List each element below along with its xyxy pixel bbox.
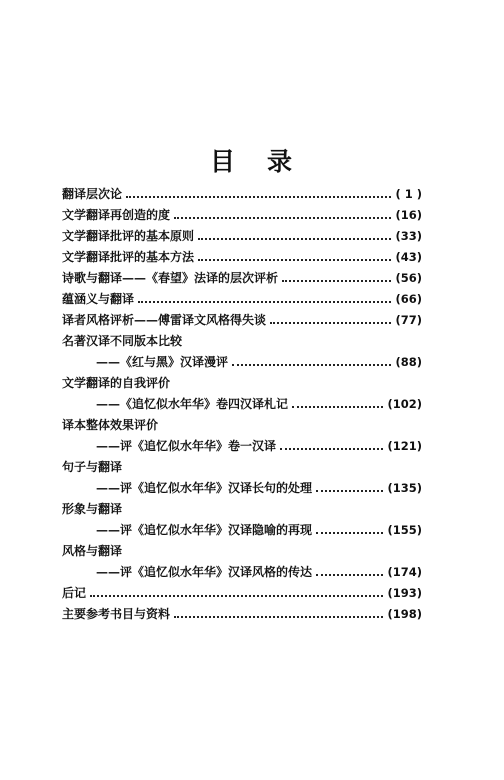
dot-leader xyxy=(90,594,383,597)
toc-entry-title: 名著汉译不同版本比较 xyxy=(62,334,183,348)
toc-entry xyxy=(62,579,422,600)
toc-entry-title: 文学翻译的自我评价 xyxy=(62,376,171,390)
toc-entry-title: 蕴涵义与翻译 xyxy=(62,292,135,306)
dot-leader xyxy=(282,279,391,282)
toc-page-number: (43) xyxy=(395,250,422,264)
toc-entry-title: 形象与翻译 xyxy=(62,502,123,516)
toc-subentry xyxy=(62,348,422,369)
dot-leader xyxy=(174,216,391,219)
dot-leader xyxy=(138,300,391,303)
toc-entry-title: 句子与翻译 xyxy=(62,460,123,474)
dot-leader xyxy=(316,573,383,576)
toc-entry xyxy=(62,180,422,201)
table-of-contents xyxy=(62,180,422,621)
toc-page-number: (66) xyxy=(395,292,422,306)
dot-leader xyxy=(292,405,383,408)
title-char-left: 目 xyxy=(209,147,237,176)
toc-entry-title: ——评《追忆似水年华》卷一汉译 xyxy=(96,439,277,453)
toc-page-number: (88) xyxy=(395,355,422,369)
toc-entry-title: 文学翻译批评的基本方法 xyxy=(62,250,195,264)
toc-entry xyxy=(62,285,422,306)
dot-leader xyxy=(316,489,383,492)
toc-page-number: (56) xyxy=(395,271,422,285)
toc-page-number: ( 1 ) xyxy=(395,187,422,201)
toc-page-number: (102) xyxy=(387,397,422,411)
toc-subentry xyxy=(62,390,422,411)
toc-entry xyxy=(62,537,422,558)
page-title xyxy=(0,142,504,178)
toc-page-number: (174) xyxy=(387,565,422,579)
dot-leader xyxy=(198,237,391,240)
toc-entry-title: ——《追忆似水年华》卷四汉译札记 xyxy=(96,397,289,411)
toc-page-number: (155) xyxy=(387,523,422,537)
toc-entry-title: ——《红与黑》汉译漫评 xyxy=(96,355,229,369)
toc-page-number: (77) xyxy=(395,313,422,327)
toc-page-number: (121) xyxy=(387,439,422,453)
dot-leader xyxy=(232,363,391,366)
toc-page-number: (33) xyxy=(395,229,422,243)
toc-entry xyxy=(62,369,422,390)
toc-entry-title: 主要参考书目与资料 xyxy=(62,607,171,621)
toc-entry-title: 诗歌与翻译——《春望》法译的层次评析 xyxy=(62,271,279,285)
toc-entry xyxy=(62,495,422,516)
toc-entry-title: ——评《追忆似水年华》汉译风格的传达 xyxy=(96,565,313,579)
dot-leader xyxy=(270,321,391,324)
toc-subentry xyxy=(62,558,422,579)
toc-entry xyxy=(62,264,422,285)
toc-entry-title: 后记 xyxy=(62,586,87,600)
dot-leader xyxy=(316,531,383,534)
toc-subentry xyxy=(62,516,422,537)
dot-leader xyxy=(174,615,383,618)
toc-entry xyxy=(62,453,422,474)
toc-entry-title: 译者风格评析——傅雷译文风格得失谈 xyxy=(62,313,267,327)
dot-leader xyxy=(198,258,391,261)
toc-entry-title: 翻译层次论 xyxy=(62,187,123,201)
toc-entry xyxy=(62,411,422,432)
dot-leader xyxy=(280,447,383,450)
toc-entry xyxy=(62,201,422,222)
toc-entry xyxy=(62,243,422,264)
toc-page-number: (16) xyxy=(395,208,422,222)
toc-entry-title: ——评《追忆似水年华》汉译长句的处理 xyxy=(96,481,313,495)
toc-page-number: (135) xyxy=(387,481,422,495)
toc-entry-title: ——评《追忆似水年华》汉译隐喻的再现 xyxy=(96,523,313,537)
toc-page-number: (198) xyxy=(387,607,422,621)
toc-subentry xyxy=(62,432,422,453)
dot-leader xyxy=(126,195,391,198)
toc-entry xyxy=(62,306,422,327)
toc-subentry xyxy=(62,474,422,495)
toc-entry-title: 文学翻译批评的基本原则 xyxy=(62,229,195,243)
toc-entry-title: 风格与翻译 xyxy=(62,544,123,558)
toc-entry-title: 译本整体效果评价 xyxy=(62,418,159,432)
toc-page-number: (193) xyxy=(387,586,422,600)
toc-entry xyxy=(62,327,422,348)
title-char-right: 录 xyxy=(267,147,295,176)
toc-entry xyxy=(62,222,422,243)
toc-entry xyxy=(62,600,422,621)
toc-entry-title: 文学翻译再创造的度 xyxy=(62,208,171,222)
